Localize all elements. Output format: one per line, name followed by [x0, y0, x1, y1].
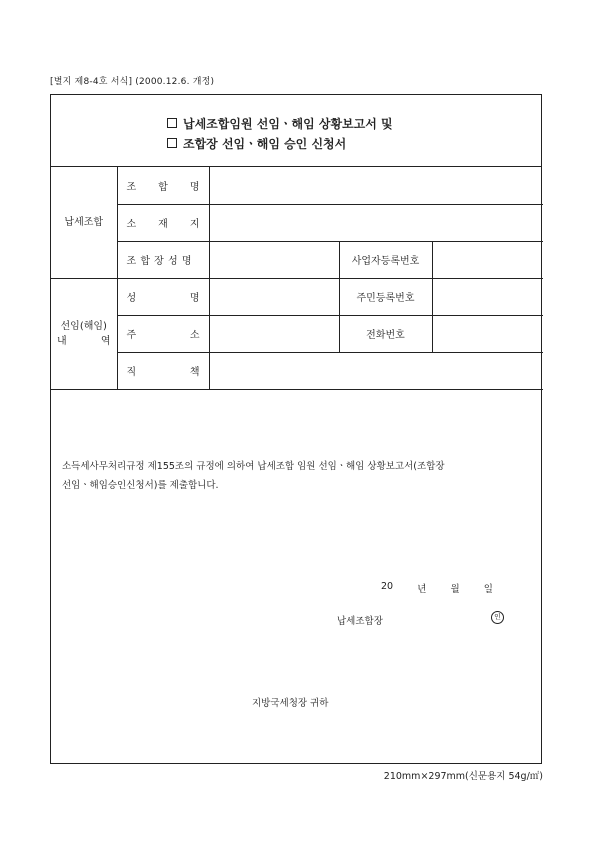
form-number-note: [별지 제8-4호 서식] (2000.12.6. 개정): [50, 77, 215, 87]
label-chief-name: 조 합 장 성 명: [117, 241, 209, 278]
chief-name-field[interactable]: [209, 241, 339, 278]
label-position: 직 책: [117, 352, 209, 389]
table-row: [51, 241, 543, 278]
group-union-label: 납세조합: [51, 167, 117, 278]
table-row: [51, 352, 543, 389]
submission-statement: 소득세사무처리규정 제155조의 규정에 의하여 납세조합 임원 선임ㆍ해임 상황보고서(조합장 선임ㆍ해임승인신청서)를 제출합니다.: [62, 461, 445, 491]
label-business-reg-no: 사업자등록번호: [339, 241, 432, 278]
date-year-unit: 년: [417, 584, 427, 595]
label-union-name: 조 합 명: [117, 167, 209, 204]
label-location: 소 재 지: [117, 204, 209, 241]
seal-icon: 인: [491, 611, 504, 624]
date-day-unit: 일: [483, 584, 493, 595]
label-address: 주 소: [117, 315, 209, 352]
union-name-field[interactable]: [209, 167, 543, 204]
title-application-text: 조합장 선임ㆍ해임 승인 신청서: [183, 137, 347, 151]
submission-date: [381, 581, 493, 595]
label-phone: 전화번호: [339, 315, 432, 352]
applicant-label: 납세조합장: [337, 616, 383, 627]
resident-reg-no-field[interactable]: [432, 278, 543, 315]
checkbox-application[interactable]: [167, 138, 177, 148]
table-row: [51, 204, 543, 241]
date-month-unit: 월: [450, 584, 460, 595]
addressee: 지방국세청장 귀하: [252, 698, 329, 709]
table-row: [51, 315, 543, 352]
form-frame: [50, 94, 542, 764]
location-field[interactable]: [209, 204, 543, 241]
title-block: [51, 95, 541, 167]
title-line-application: [167, 135, 346, 152]
address-field[interactable]: [209, 315, 339, 352]
label-name: 성 명: [117, 278, 209, 315]
checkbox-report[interactable]: [167, 118, 177, 128]
table-row: [51, 167, 543, 204]
label-resident-reg-no: 주민등록번호: [339, 278, 432, 315]
business-reg-no-field[interactable]: [432, 241, 543, 278]
position-field[interactable]: [209, 352, 543, 389]
name-field[interactable]: [209, 278, 339, 315]
table-row: [51, 278, 543, 315]
group-appointment-label: 선임(해임) 내 역: [51, 278, 117, 389]
date-year[interactable]: 20: [381, 581, 394, 592]
title-report-text: 납세조합임원 선임ㆍ해임 상황보고서 및: [183, 117, 393, 131]
title-line-report: [167, 115, 393, 132]
phone-field[interactable]: [432, 315, 543, 352]
paper-spec: 210mm×297mm(신문용지 54g/㎡): [383, 771, 543, 782]
info-table: [51, 167, 543, 390]
